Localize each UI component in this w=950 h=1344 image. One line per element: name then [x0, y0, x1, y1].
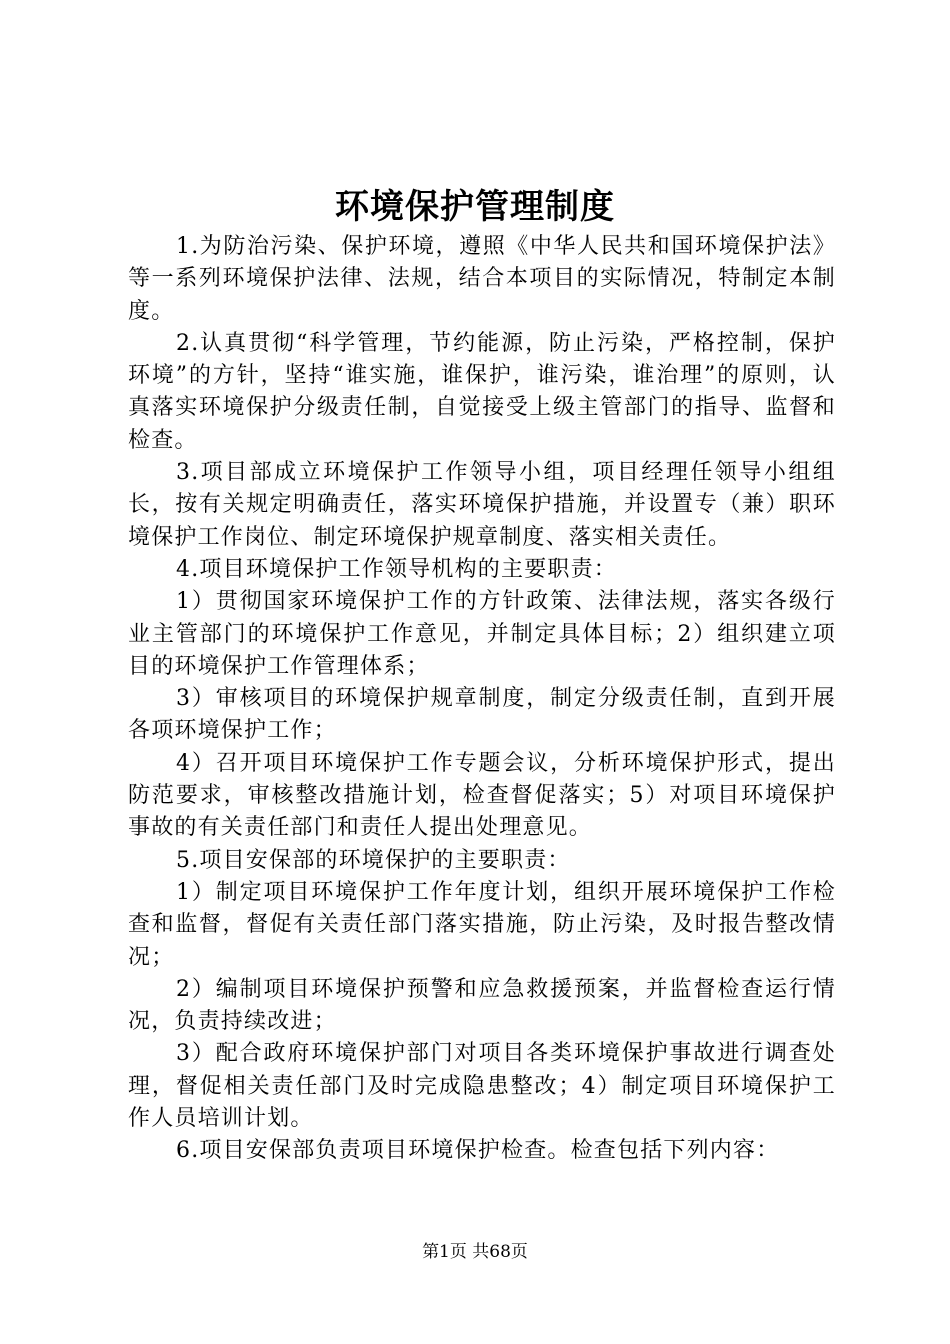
paragraph-2: 2.认真贯彻“科学管理，节约能源，防止污染，严格控制，保护环境”的方针，坚持“谁实施，谁保护，谁污染，谁治理”的原则，认真落实环境保护分级责任制，自觉接受上级主管部门的指导、监督和检查。	[128, 330, 836, 453]
paragraph-3: 3.项目部成立环境保护工作领导小组，项目经理任领导小组组长，按有关规定明确责任，落实环境保护措施，并设置专（兼）职环境保护工作岗位、制定环境保护规章制度、落实相关责任。	[128, 460, 836, 550]
paragraph-4: 4.项目环境保护工作领导机构的主要职责：	[176, 556, 617, 582]
paragraph-4-item-3: 3）审核项目的环境保护规章制度，制定分级责任制，直到开展各项环境保护工作；	[128, 686, 836, 744]
paragraph-1: 1.为防治污染、保护环境，遵照《中华人民共和国环境保护法》等一系列环境保护法律、法规，结合本项目的实际情况，特制定本制度。	[128, 234, 836, 324]
page-footer: 第1页 共68页	[422, 1242, 528, 1262]
paragraph-6: 6.项目安保部负责项目环境保护检查。检查包括下列内容：	[176, 1138, 780, 1164]
document-title: 环境保护管理制度	[335, 187, 615, 227]
paragraph-5-item-3-4: 3）配合政府环境保护部门对项目各类环境保护事故进行调查处理，督促相关责任部门及时完成隐患整改；4）制定项目环境保护工作人员培训计划。	[128, 1041, 836, 1132]
paragraph-5-item-2: 2）编制项目环境保护预警和应急救援预案，并监督检查运行情况，负责持续改进；	[128, 976, 836, 1035]
paragraph-4-item-4-5: 4）召开项目环境保护工作专题会议，分析环境保护形式，提出防范要求，审核整改措施计划，检查督促落实；5）对项目环境保护事故的有关责任部门和责任人提出处理意见。	[128, 750, 836, 841]
document-body	[128, 231, 836, 1168]
paragraph-5: 5.项目安保部的环境保护的主要职责：	[176, 847, 571, 873]
paragraph-5-item-1: 1）制定项目环境保护工作年度计划，组织开展环境保护工作检查和监督，督促有关责任部门落实措施，防止污染，及时报告整改情况；	[128, 879, 836, 970]
paragraph-4-item-1-2: 1）贯彻国家环境保护工作的方针政策、法律法规，落实各级行业主管部门的环境保护工作意见，并制定具体目标；2）组织建立项目的环境保护工作管理体系；	[128, 589, 836, 679]
